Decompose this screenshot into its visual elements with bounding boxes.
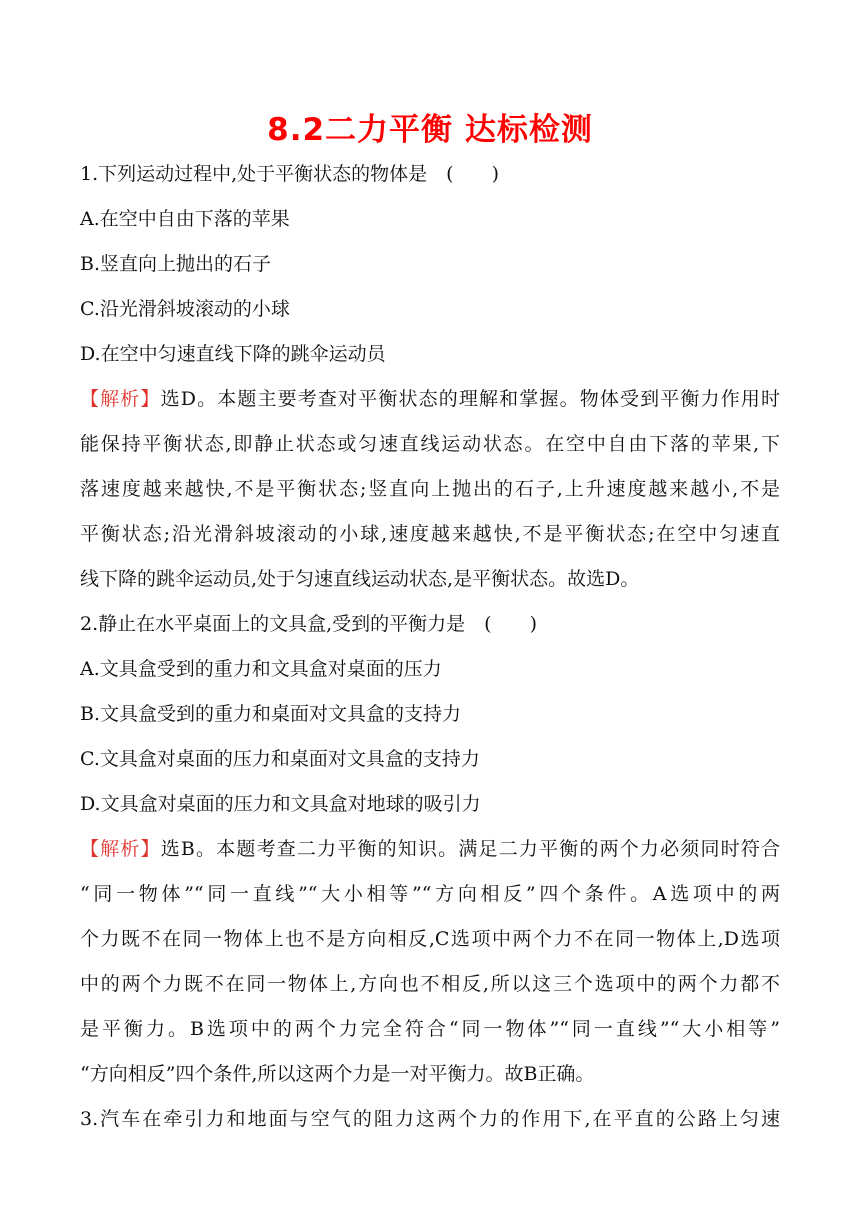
question-2-analysis-line: “方向相反”四个条件,所以这两个力是一对平衡力。故B正确。 [80,1063,595,1085]
analysis-tag: 【解析】 [80,838,161,860]
question-2-analysis-line: 是平衡力。B选项中的两个力完全符合“同一物体”“同一直线”“大小相等” [80,1018,780,1040]
question-1-option-c: C.沿光滑斜坡滚动的小球 [80,298,290,320]
question-1-analysis-line: 线下降的跳伞运动员,处于匀速直线运动状态,是平衡状态。故选D。 [80,568,640,590]
question-1-option-b: B.竖直向上抛出的石子 [80,253,272,275]
question-2-option-c: C.文具盒对桌面的压力和桌面对文具盒的支持力 [80,748,480,770]
question-2-analysis-line [80,827,780,872]
question-2-analysis-line: 中的两个力既不在同一物体上,方向也不相反,所以这三个选项中的两个力都不 [80,973,780,995]
question-2-analysis-line: 个力既不在同一物体上也不是方向相反,C选项中两个力不在同一物体上,D选项 [80,928,780,950]
question-1-analysis-line: 平衡状态;沿光滑斜坡滚动的小球,速度越来越快,不是平衡状态;在空中匀速直 [80,523,780,545]
question-2-option-a: A.文具盒受到的重力和文具盒对桌面的压力 [80,658,442,680]
analysis-text: 选D。本题主要考查对平衡状态的理解和掌握。物体受到平衡力作用时 [160,388,780,410]
question-1-analysis-line: 落速度越来越快,不是平衡状态;竖直向上抛出的石子,上升速度越来越小,不是 [80,478,780,500]
question-1-option-d: D.在空中匀速直线下降的跳伞运动员 [80,343,386,365]
question-1-analysis-line [80,377,780,422]
question-2-option-b: B.文具盒受到的重力和桌面对文具盒的支持力 [80,703,462,725]
question-2-option-d: D.文具盒对桌面的压力和文具盒对地球的吸引力 [80,793,481,815]
analysis-tag: 【解析】 [80,388,161,410]
question-1-option-a: A.在空中自由下落的苹果 [80,208,290,230]
question-2-analysis-line: “同一物体”“同一直线”“大小相等”“方向相反”四个条件。A选项中的两 [80,883,780,905]
document-body [80,152,780,1142]
question-3-stem: 3.汽车在牵引力和地面与空气的阻力这两个力的作用下,在平直的公路上匀速 [80,1108,780,1130]
page-title: 8.2二力平衡 达标检测 [267,112,593,148]
question-1-analysis-line: 能保持平衡状态,即静止状态或匀速直线运动状态。在空中自由下落的苹果,下 [80,433,780,455]
question-1-stem: 1.下列运动过程中,处于平衡状态的物体是 ( ) [80,163,499,185]
analysis-text: 选B。本题考查二力平衡的知识。满足二力平衡的两个力必须同时符合 [160,838,780,860]
question-2-stem: 2.静止在水平桌面上的文具盒,受到的平衡力是 ( ) [80,613,537,635]
